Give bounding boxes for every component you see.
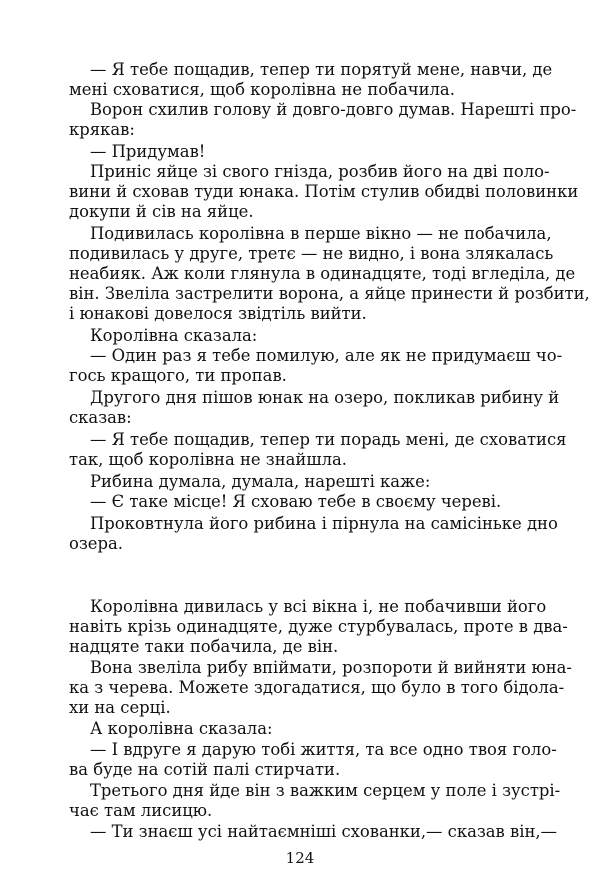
text-line: чає там лисицю. <box>69 801 213 820</box>
text-line: Королівна сказала: <box>90 326 258 345</box>
text-line: він. Звеліла застрелити ворона, а яйце принести й розбити, <box>69 284 590 303</box>
text-line: озера. <box>69 534 123 553</box>
page-number: 124 <box>285 849 315 867</box>
text-line: навіть крізь одинадцяте, дуже стурбувалась, проте в два- <box>69 617 568 636</box>
text-line: — Придумав! <box>90 142 206 161</box>
text-line: — Я тебе пощадив, тепер ти порятуй мене, навчи, де <box>90 60 553 79</box>
text-line: ва буде на сотій палі стирчати. <box>69 760 341 779</box>
text-line: Другого дня пішов юнак на озеро, покликав рибину й <box>90 388 560 407</box>
text-line: подивилась у друге, третє — не видно, і вона злякалась <box>69 244 554 263</box>
text-line: вини й сховав туди юнака. Потім стулив обидві половинки <box>69 182 579 201</box>
text-line: — Є таке місце! Я сховаю тебе в своєму череві. <box>90 492 502 511</box>
text-line: Ворон схилив голову й довго-довго думав. Нарешті про- <box>90 100 577 119</box>
text-line: крякав: <box>69 120 135 139</box>
text-line: сказав: <box>69 408 132 427</box>
text-line: надцяте таки побачила, де він. <box>69 637 339 656</box>
text-line: — І вдруге я дарую тобі життя, та все одно твоя голо- <box>90 740 557 759</box>
text-line: — Я тебе пощадив, тепер ти порадь мені, де сховатися <box>90 430 567 449</box>
text-line: хи на серці. <box>69 698 171 717</box>
text-line: ка з черева. Можете здогадатися, що було в того бідола- <box>69 678 565 697</box>
text-line: Вона звеліла рибу впіймати, розпороти й вийняти юна- <box>90 658 572 677</box>
text-line: мені сховатися, щоб королівна не побачила. <box>69 80 455 99</box>
text-line: А королівна сказала: <box>90 719 273 738</box>
text-line: — Ти знаєш усі найтаємніші схованки,— сказав він,— <box>90 822 557 841</box>
text-line: Проковтнула його рибина і пірнула на самісіньке дно <box>90 514 558 533</box>
text-line: гось кращого, ти пропав. <box>69 366 287 385</box>
text-line: Подивилась королівна в перше вікно — не побачила, <box>90 224 552 243</box>
text-line: — Один раз я тебе помилую, але як не придумаєш чо- <box>90 346 563 365</box>
text-line: неабияк. Аж коли глянула в одинадцяте, тоді вгледіла, де <box>69 264 576 283</box>
text-line: так, щоб королівна не знайшла. <box>69 450 347 469</box>
text-line: і юнакові довелося звідтіль вийти. <box>69 304 367 323</box>
text-line: Рибина думала, думала, нарешті каже: <box>90 472 431 491</box>
text-line: Третього дня йде він з важким серцем у поле і зустрі- <box>90 781 561 800</box>
text-line: Приніс яйце зі свого гнізда, розбив його на дві поло- <box>90 162 550 181</box>
text-line: докупи й сів на яйце. <box>69 202 254 221</box>
text-line: Королівна дивилась у всі вікна і, не побачивши його <box>90 597 547 616</box>
